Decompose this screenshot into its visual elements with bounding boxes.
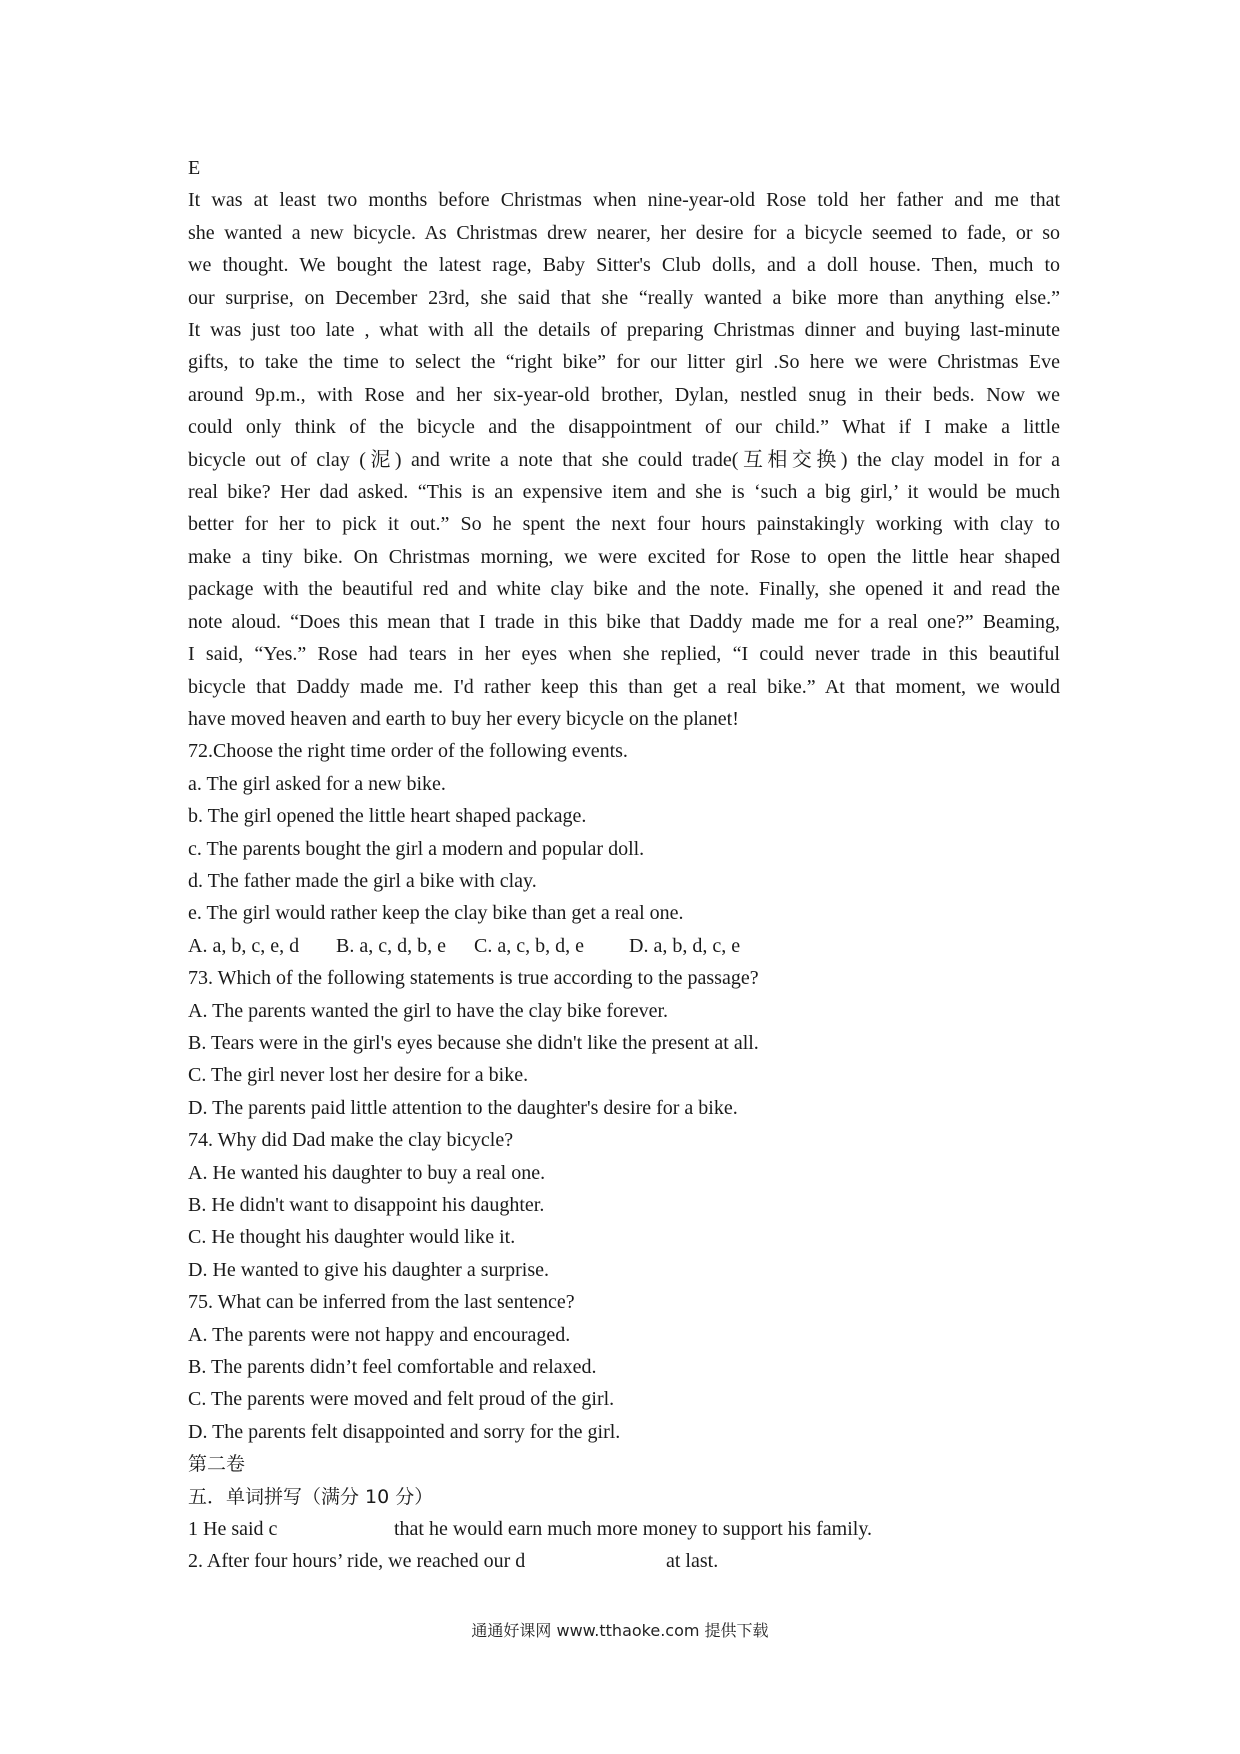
option-c: C. He thought his daughter would like it.	[188, 1226, 516, 1249]
question-72	[188, 735, 1060, 962]
question-74	[188, 1124, 1060, 1286]
option-d: D. The parents paid little attention to the daughter's desire for a bike.	[188, 1096, 738, 1119]
passage-line: bicycle that Daddy made me. I'd rather keep this than get a real bike.” At that moment, we would	[188, 675, 1060, 698]
option-b: B. The parents didn’t feel comfortable and relaxed.	[188, 1356, 597, 1379]
option-row	[188, 930, 1060, 962]
passage-line: real bike? Her dad asked. “This is an expensive item and she is ‘such a big girl,’ it would be much	[188, 481, 1060, 504]
option-a: A. The parents wanted the girl to have the clay bike forever.	[188, 999, 669, 1022]
spelling-item-2	[188, 1545, 1060, 1577]
option-d: D. The parents felt disappointed and sorry for the girl.	[188, 1420, 621, 1443]
passage-line: our surprise, on December 23rd, she said that she “really wanted a bike more than anything else.”	[188, 286, 1060, 309]
event-item: b. The girl opened the little heart shaped package.	[188, 805, 587, 828]
option-a: A. a, b, c, e, d	[188, 934, 300, 957]
passage-line: gifts, to take the time to select the “right bike” for our litter girl .So here we were Christmas Eve	[188, 351, 1060, 374]
option-b: B. a, c, d, b, e	[336, 934, 446, 957]
option-b: B. Tears were in the girl's eyes because she didn't like the present at all.	[188, 1031, 759, 1054]
question-text: 73. Which of the following statements is true according to the passage?	[188, 967, 759, 990]
part-two-heading: 第二卷	[188, 1453, 246, 1476]
option-d: D. He wanted to give his daughter a surprise.	[188, 1258, 550, 1281]
spelling-continuation: at last.	[666, 1550, 719, 1573]
question-73	[188, 962, 1060, 1124]
question-text: 75. What can be inferred from the last sentence?	[188, 1291, 575, 1314]
event-item: e. The girl would rather keep the clay bike than get a real one.	[188, 902, 684, 925]
option-c: C. The girl never lost her desire for a bike.	[188, 1064, 529, 1087]
passage-line: bicycle out of clay (泥) and write a note that she could trade(互相交换) the clay model in for a	[188, 448, 1060, 471]
page-content	[188, 152, 1060, 1578]
passage-line: make a tiny bike. On Christmas morning, we were excited for Rose to open the little hear shaped	[188, 545, 1060, 568]
passage-line: better for her to pick it out.” So he spent the next four hours painstakingly working with clay to	[188, 513, 1060, 536]
passage-line: we thought. We bought the latest rage, Baby Sitter's Club dolls, and a doll house. Then, much to	[188, 254, 1060, 277]
option-c: C. The parents were moved and felt proud of the girl.	[188, 1388, 615, 1411]
event-item: d. The father made the girl a bike with clay.	[188, 869, 537, 892]
section-five-heading: 五．单词拼写（满分 10 分）	[188, 1485, 434, 1508]
passage-line: around 9p.m., with Rose and her six-year-old brother, Dylan, nestled snug in their beds. Now we	[188, 383, 1060, 406]
question-text: 74. Why did Dad make the clay bicycle?	[188, 1129, 514, 1152]
passage-line: could only think of the bicycle and the disappointment of our child.” What if I make a little	[188, 416, 1060, 439]
passage-line: she wanted a new bicycle. As Christmas drew nearer, her desire for a bicycle seemed to fade, or so	[188, 221, 1060, 244]
spelling-prompt: 1 He said c	[188, 1518, 278, 1541]
option-d: D. a, b, d, c, e	[629, 934, 741, 957]
spelling-prompt: 2. After four hours’ ride, we reached our d	[188, 1550, 526, 1573]
passage-line: note aloud. “Does this mean that I trade in this bike that Daddy made me for a real one?” Beaming,	[188, 610, 1060, 633]
option-a: A. He wanted his daughter to buy a real one.	[188, 1161, 546, 1184]
passage-line: It was at least two months before Christmas when nine-year-old Rose told her father and me that	[188, 189, 1060, 212]
reading-passage	[188, 184, 1060, 735]
passage-line: It was just too late , what with all the details of preparing Christmas dinner and buying last-minute	[188, 319, 1060, 342]
passage-line: have moved heaven and earth to buy her every bicycle on the planet!	[188, 707, 739, 730]
option-c: C. a, c, b, d, e	[474, 934, 584, 957]
event-item: a. The girl asked for a new bike.	[188, 772, 446, 795]
option-a: A. The parents were not happy and encouraged.	[188, 1323, 571, 1346]
question-75	[188, 1286, 1060, 1448]
question-text: 72.Choose the right time order of the following events.	[188, 740, 628, 763]
footer-credit: 通通好课网 www.tthaoke.com 提供下载	[471, 1621, 769, 1640]
spelling-item-1	[188, 1513, 1060, 1545]
passage-line: I said, “Yes.” Rose had tears in her eyes when she replied, “I could never trade in this beautiful	[188, 643, 1060, 666]
spelling-continuation: that he would earn much more money to support his family.	[394, 1518, 873, 1541]
event-item: c. The parents bought the girl a modern and popular doll.	[188, 837, 645, 860]
section-letter: E	[188, 157, 201, 179]
option-b: B. He didn't want to disappoint his daughter.	[188, 1193, 545, 1216]
passage-line: package with the beautiful red and white clay bike and the note. Finally, she opened it and read the	[188, 578, 1060, 601]
